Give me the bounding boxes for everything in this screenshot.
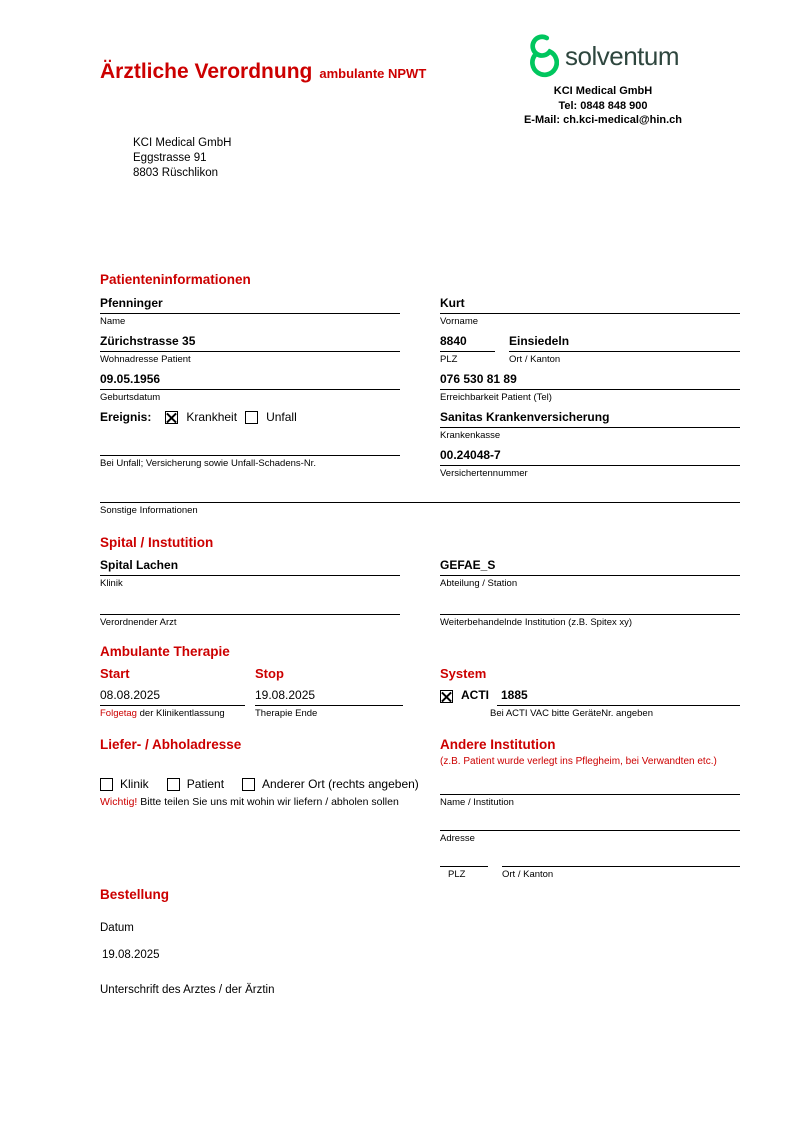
stop-heading: Stop bbox=[255, 666, 284, 681]
field-plz-value: 8840 bbox=[440, 334, 495, 352]
field-abteilung-label: Abteilung / Station bbox=[440, 578, 518, 589]
field-ort-value: Einsiedeln bbox=[509, 334, 740, 352]
system-device-line bbox=[497, 688, 740, 706]
field-andere-adresse-value bbox=[440, 816, 740, 831]
field-unfall-nr bbox=[100, 427, 400, 469]
stop-date-label: Therapie Ende bbox=[255, 708, 318, 719]
section-heading-andere: Andere Institution bbox=[440, 737, 556, 752]
field-klinik-label: Klinik bbox=[100, 578, 123, 589]
solventum-logo bbox=[505, 33, 701, 79]
form-title: Ärztliche Verordnung bbox=[100, 60, 313, 83]
system-acti-label: ACTI bbox=[461, 688, 489, 702]
andere-plz-ort-row bbox=[440, 852, 740, 888]
field-name-value: Pfenninger bbox=[100, 296, 400, 314]
system-acti-checkbox[interactable] bbox=[440, 690, 453, 703]
field-vorname-label: Vorname bbox=[440, 316, 479, 327]
field-andere-plz-value bbox=[440, 852, 488, 867]
field-wohnadresse-value: Zürichstrasse 35 bbox=[100, 334, 400, 352]
field-abteilung bbox=[440, 558, 740, 589]
krankheit-label: Krankheit bbox=[186, 410, 238, 424]
field-therapie-start bbox=[100, 688, 245, 726]
field-sonstige-label: Sonstige Informationen bbox=[100, 505, 198, 516]
field-andere-name-label: Name / Institution bbox=[440, 797, 514, 808]
field-unfall-nr-label: Bei Unfall; Versicherung sowie Unfall-Schadens-Nr. bbox=[100, 458, 316, 469]
field-klinik bbox=[100, 558, 400, 589]
field-verordnender-arzt bbox=[100, 596, 400, 628]
contact-tel: Tel: 0848 848 900 bbox=[558, 99, 648, 112]
bestellung-datum-label: Datum bbox=[100, 922, 134, 934]
liefer-note bbox=[100, 796, 399, 808]
field-wohnadresse bbox=[100, 334, 400, 365]
field-weiterbehandelnde-institution bbox=[440, 596, 740, 628]
section-heading-spital: Spital / Instutition bbox=[100, 535, 214, 550]
field-ort-label: Ort / Kanton bbox=[509, 354, 561, 365]
field-krankenkasse-label: Krankenkasse bbox=[440, 430, 501, 441]
field-therapie-stop bbox=[255, 688, 403, 726]
sender-address bbox=[133, 136, 231, 181]
field-plz-label: PLZ bbox=[440, 354, 458, 365]
brand-wordmark: solventum bbox=[565, 41, 679, 71]
section-heading-therapie: Ambulante Therapie bbox=[100, 644, 230, 659]
sender-line: Eggstrasse 91 bbox=[133, 152, 207, 164]
contact-block bbox=[505, 84, 701, 128]
field-tel-value: 076 530 81 89 bbox=[440, 372, 740, 390]
solventum-s-icon bbox=[527, 34, 559, 79]
field-andere-name bbox=[440, 780, 740, 808]
field-plz bbox=[440, 334, 495, 365]
field-wohnadresse-label: Wohnadresse Patient bbox=[100, 354, 191, 365]
page-title-block bbox=[100, 60, 426, 84]
liefer-patient-label: Patient bbox=[186, 777, 225, 791]
field-system bbox=[440, 688, 740, 719]
contact-email: E-Mail: ch.kci-medical@hin.ch bbox=[523, 114, 683, 126]
liefer-note-rest: Bitte teilen Sie uns mit wohin wir liefern / abholen sollen bbox=[137, 796, 399, 808]
spital-left-column bbox=[100, 558, 400, 635]
field-geburtsdatum-label: Geburtsdatum bbox=[100, 392, 161, 403]
field-krankenkasse bbox=[440, 410, 740, 441]
liefer-note-wichtig: Wichtig! bbox=[100, 796, 138, 808]
field-sonstige-value bbox=[100, 472, 740, 503]
bestellung-unterschrift-label: Unterschrift des Arztes / der Ärztin bbox=[100, 984, 275, 996]
section-heading-patient: Patienteninformationen bbox=[100, 272, 251, 287]
field-vorname-value: Kurt bbox=[440, 296, 740, 314]
liefer-option-anderer-ort bbox=[242, 777, 419, 791]
field-name bbox=[100, 296, 400, 327]
system-heading: System bbox=[440, 666, 487, 681]
liefer-option-patient bbox=[167, 777, 224, 791]
system-note-label: Bei ACTI VAC bitte GeräteNr. angeben bbox=[490, 708, 653, 719]
field-andere-ort bbox=[502, 852, 740, 880]
liefer-anderer-ort-checkbox[interactable] bbox=[242, 778, 255, 791]
unfall-checkbox[interactable] bbox=[245, 411, 258, 424]
solventum-logo-block bbox=[505, 33, 701, 128]
field-andere-plz bbox=[440, 852, 488, 880]
plz-ort-row bbox=[440, 334, 740, 372]
field-verordnender-arzt-label: Verordnender Arzt bbox=[100, 617, 177, 628]
field-abteilung-value: GEFAE_S bbox=[440, 558, 740, 576]
andere-fields-column bbox=[440, 780, 740, 888]
start-date-value: 08.08.2025 bbox=[100, 688, 245, 706]
field-vorname bbox=[440, 296, 740, 327]
system-row bbox=[440, 688, 740, 706]
ereignis-label: Ereignis: bbox=[100, 410, 152, 424]
field-krankenkasse-value: Sanitas Krankenversicherung bbox=[440, 410, 740, 428]
start-label-rest: der Klinikentlassung bbox=[136, 708, 225, 719]
bestellung-datum-value: 19.08.2025 bbox=[102, 949, 160, 961]
stop-date-value: 19.08.2025 bbox=[255, 688, 403, 706]
sender-line: 8803 Rüschlikon bbox=[133, 167, 219, 179]
field-versichertennummer-label: Versichertennummer bbox=[440, 468, 528, 479]
field-andere-plz-label: PLZ bbox=[448, 869, 466, 880]
field-andere-adresse-label: Adresse bbox=[440, 833, 475, 844]
ereignis-row bbox=[100, 410, 400, 425]
form-subtitle: ambulante NPWT bbox=[319, 66, 427, 81]
field-andere-ort-value bbox=[502, 852, 740, 867]
field-weiterbehandelnde-label: Weiterbehandelnde Institution (z.B. Spitex xy) bbox=[440, 617, 633, 628]
field-geburtsdatum bbox=[100, 372, 400, 403]
patient-right-column bbox=[440, 296, 740, 486]
field-tel-label: Erreichbarkeit Patient (Tel) bbox=[440, 392, 552, 403]
system-device-number: 1885 bbox=[501, 688, 528, 702]
liefer-option-klinik bbox=[100, 777, 149, 791]
field-klinik-value: Spital Lachen bbox=[100, 558, 400, 576]
liefer-options-row bbox=[100, 777, 419, 791]
liefer-anderer-ort-label: Anderer Ort (rechts angeben) bbox=[262, 777, 419, 791]
krankheit-checkbox[interactable] bbox=[165, 411, 178, 424]
field-verordnender-arzt-value bbox=[100, 596, 400, 615]
andere-subnote: (z.B. Patient wurde verlegt ins Pflegheim, bei Verwandten etc.) bbox=[440, 756, 717, 767]
field-geburtsdatum-value: 09.05.1956 bbox=[100, 372, 400, 390]
field-unfall-nr-value bbox=[100, 427, 400, 456]
field-sonstige-informationen bbox=[100, 472, 740, 523]
start-date-label bbox=[100, 708, 245, 719]
contact-company: KCI Medical GmbH bbox=[553, 85, 653, 97]
liefer-klinik-checkbox[interactable] bbox=[100, 778, 113, 791]
field-andere-name-value bbox=[440, 780, 740, 795]
field-tel bbox=[440, 372, 740, 403]
sender-line: KCI Medical GmbH bbox=[133, 137, 232, 149]
start-heading: Start bbox=[100, 666, 130, 681]
spital-right-column bbox=[440, 558, 740, 635]
liefer-patient-checkbox[interactable] bbox=[167, 778, 180, 791]
start-label-red: Folgetag bbox=[100, 708, 137, 719]
field-name-label: Name bbox=[100, 316, 126, 327]
section-heading-liefer: Liefer- / Abholadresse bbox=[100, 737, 242, 752]
field-andere-ort-label: Ort / Kanton bbox=[502, 869, 554, 880]
field-andere-adresse bbox=[440, 816, 740, 844]
unfall-label: Unfall bbox=[266, 410, 297, 424]
liefer-klinik-label: Klinik bbox=[120, 777, 149, 791]
field-weiterbehandelnde-value bbox=[440, 596, 740, 615]
field-ort bbox=[509, 334, 740, 365]
section-heading-bestellung: Bestellung bbox=[100, 887, 170, 902]
field-versichertennummer-value: 00.24048-7 bbox=[440, 448, 740, 466]
patient-left-column bbox=[100, 296, 400, 476]
